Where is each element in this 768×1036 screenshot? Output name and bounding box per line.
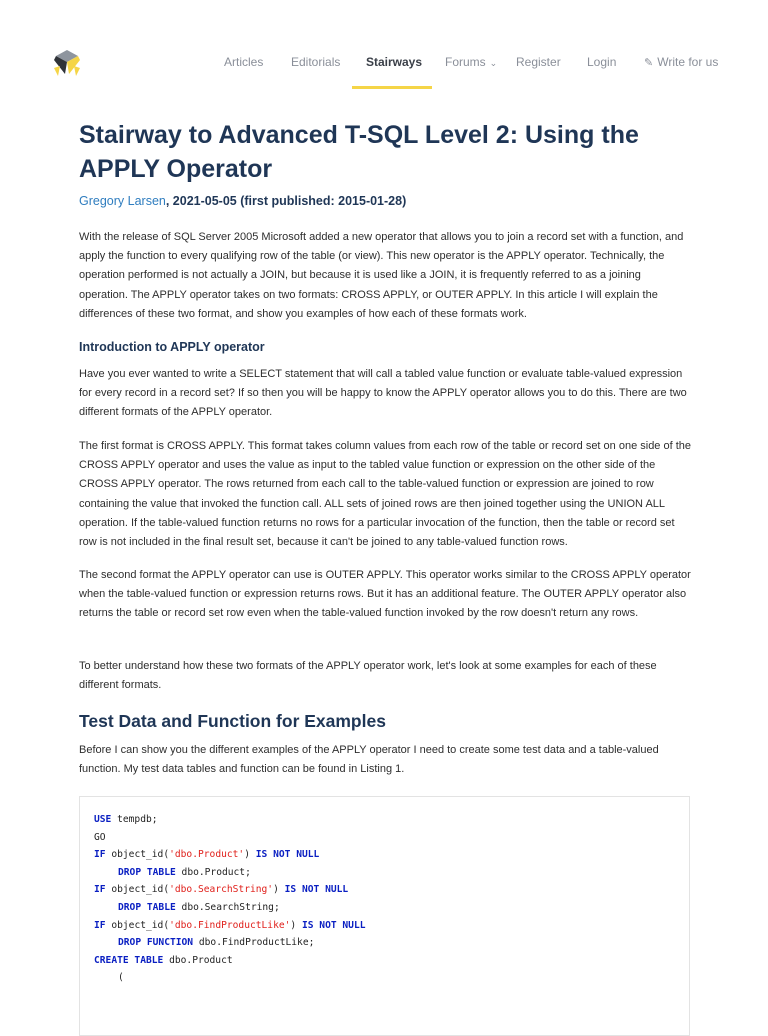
chevron-down-icon: ⌄: [489, 58, 498, 68]
code-keyword: DROP TABLE: [118, 901, 176, 913]
code-line: [94, 864, 366, 882]
paragraph-apply-overview: Have you ever wanted to write a SELECT statement that will call a tabled value function or evaluate table-valued expression for every record in a record set? If so then you will be happy to know the APPLY operator allows you to do this. There are two different formats of the APPLY operator.: [79, 368, 687, 419]
intro-paragraph: With the release of SQL Server 2005 Microsoft added a new operator that allows you to join a record set with a function, and apply the function to every qualifying row of the table (or view). This new operator is the APPLY operator. Technically, the operation performed is not actually a JOIN, but because it is used like a JOIN, it is frequently referred to as a joining operation. The APPLY operator takes on two formats: CROSS APPLY, or OUTER APPLY. In this article I will explain the differences of these two format, and show you examples of how each of these formats work.: [79, 231, 684, 320]
code-lines: [94, 811, 366, 987]
code-line: [94, 829, 366, 847]
nav-articles[interactable]: Articles: [224, 55, 264, 69]
article-byline: [79, 194, 406, 208]
top-navigation: [0, 0, 768, 90]
nav-forums[interactable]: [445, 55, 497, 69]
code-text: dbo.Product;: [175, 866, 251, 878]
code-text: tempdb;: [111, 814, 158, 825]
code-text: object_id(: [105, 849, 170, 861]
code-keyword: CREATE TABLE: [94, 954, 164, 966]
code-text: ): [273, 884, 285, 896]
code-text: GO: [94, 831, 106, 843]
heading-test-data: Test Data and Function for Examples: [79, 711, 386, 731]
author-link[interactable]: Gregory Larsen: [79, 194, 166, 208]
code-line: [94, 952, 366, 970]
code-text: (: [118, 972, 124, 984]
code-text: object_id(: [105, 919, 170, 931]
heading-introduction: Introduction to APPLY operator: [79, 340, 265, 354]
code-line: [94, 899, 366, 917]
paragraph-outer-apply: The second format the APPLY operator can use is OUTER APPLY. This operator works similar to the CROSS APPLY operator when the table-valued function or expression returns rows. But it has an additional feature. The OUTER APPLY operator also returns the table or record set row even when the table-valued function invoked by the row doesn't return any rows.: [79, 569, 691, 620]
code-keyword: DROP FUNCTION: [118, 937, 194, 949]
code-keyword: IS NOT NULL: [301, 919, 366, 931]
code-keyword: USE: [94, 814, 112, 825]
code-keyword: IS NOT NULL: [284, 884, 349, 896]
paragraph-cross-apply: The first format is CROSS APPLY. This format takes column values from each row of the table or record set on one side of the CROSS APPLY operator and uses the value as input to the tabled value function or expression on the other side of the CROSS APPLY operator. The rows returned from each call to the table-valued function or expression are joined to row containing the value that invoked the function call. ALL sets of joined rows are then joined together using the UNION ALL operation. If the table-valued function returns no rows for a particular invocation of the function, then the table or record set row is not included in the final result set, because it can't be joined to any table-valued function rows.: [79, 440, 692, 549]
code-text: dbo.Product: [163, 954, 233, 966]
nav-editorials[interactable]: Editorials: [291, 55, 341, 69]
code-line: [94, 969, 366, 987]
code-line: [94, 811, 366, 829]
code-line: [94, 917, 366, 935]
paragraph-examples: To better understand how these two formats of the APPLY operator work, let's look at some examples for each of these different formats.: [79, 660, 657, 692]
nav-forums-label: Forums: [445, 55, 486, 69]
nav-stairways[interactable]: Stairways: [366, 55, 423, 69]
article-dates: , 2021-05-05 (first published: 2015-01-28): [165, 194, 407, 208]
code-keyword: IF: [94, 919, 106, 931]
article-title: Stairway to Advanced T-SQL Level 2: Using the APPLY Operator: [79, 121, 639, 183]
code-line: [94, 881, 366, 899]
pencil-icon: ✎: [644, 57, 654, 69]
code-text: ): [290, 919, 302, 931]
code-text: dbo.FindProductLike;: [193, 937, 315, 949]
code-listing[interactable]: [79, 796, 690, 1036]
code-string: 'dbo.SearchString': [169, 884, 274, 896]
nav-write-label: Write for us: [657, 55, 719, 69]
code-keyword: IF: [94, 849, 106, 861]
code-keyword: IS NOT NULL: [255, 849, 320, 861]
nav-login[interactable]: Login: [587, 55, 617, 69]
nav-register[interactable]: Register: [516, 55, 561, 69]
code-text: object_id(: [105, 884, 170, 896]
active-nav-indicator: [352, 86, 432, 89]
nav-write-for-us[interactable]: [644, 55, 718, 69]
code-line: [94, 934, 366, 952]
code-text: dbo.SearchString;: [175, 901, 280, 913]
code-keyword: IF: [94, 884, 106, 896]
code-string: 'dbo.Product': [169, 849, 245, 861]
code-string: 'dbo.FindProductLike': [169, 919, 291, 931]
code-text: ): [244, 849, 256, 861]
code-keyword: DROP TABLE: [118, 866, 176, 878]
site-logo[interactable]: [52, 48, 82, 78]
paragraph-listing-intro: Before I can show you the different examples of the APPLY operator I need to create some test data and a table-valued function. My test data tables and function can be found in Listing 1.: [79, 744, 659, 776]
code-line: [94, 846, 366, 864]
